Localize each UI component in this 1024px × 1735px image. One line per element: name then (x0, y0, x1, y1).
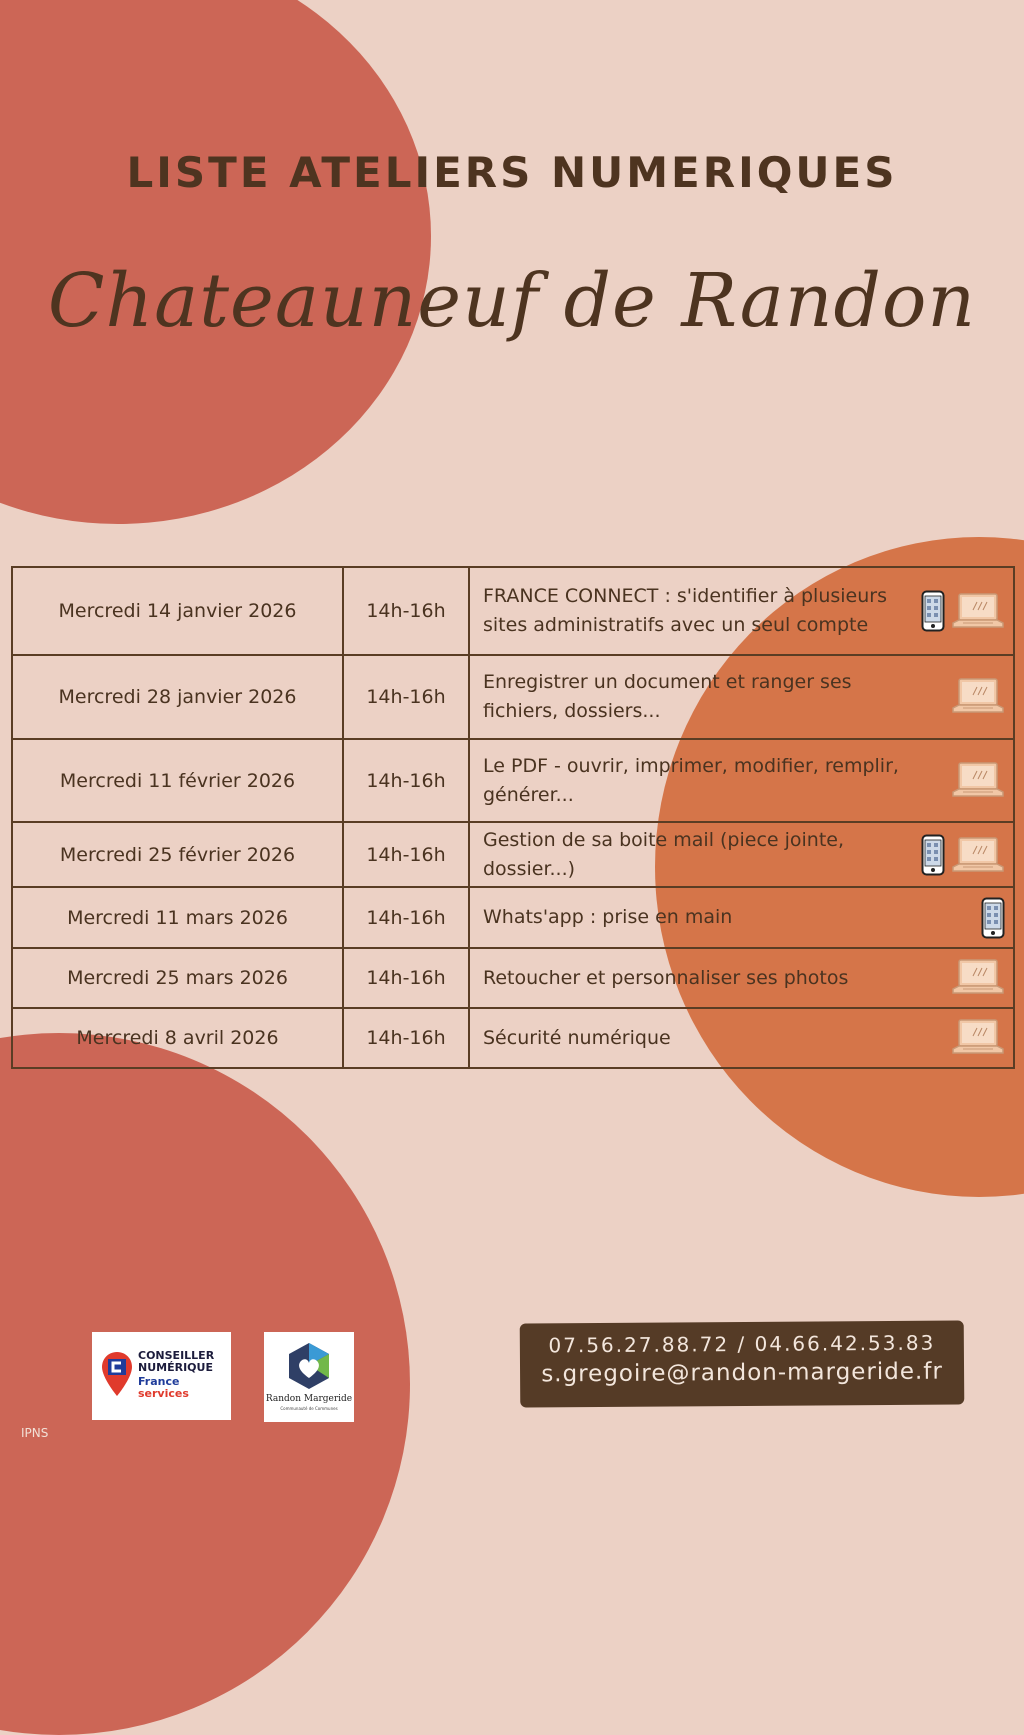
workshop-topic: Retoucher et personnaliser ses photos (483, 966, 849, 989)
logo-text-randon: Randon Margeride (265, 1394, 353, 1404)
workshop-date: Mercredi 8 avril 2026 (12, 1008, 343, 1068)
workshop-topic: FRANCE CONNECT : s'identifier à plusieurs sites administratifs avec un seul compte (483, 585, 888, 636)
location-pin-icon (100, 1350, 134, 1398)
workshop-date: Mercredi 25 février 2026 (12, 822, 343, 887)
workshop-time: 14h-16h (343, 655, 469, 739)
laptop-icon (951, 836, 1005, 876)
laptop-icon (951, 761, 1005, 801)
logo-text-line1: CONSEILLER (138, 1349, 215, 1362)
workshop-date: Mercredi 14 janvier 2026 (12, 567, 343, 655)
device-icons (921, 834, 1005, 876)
smartphone-icon (921, 590, 945, 632)
logo-text-randon-sub: Communauté de Communes (280, 1406, 338, 1411)
table-row (12, 887, 1014, 948)
workshop-time: 14h-16h (343, 887, 469, 948)
table-row (12, 822, 1014, 887)
smartphone-icon (921, 834, 945, 876)
workshop-topic: Le PDF - ouvrir, imprimer, modifier, remplir, générer... (483, 754, 899, 806)
laptop-icon (951, 677, 1005, 717)
page-subtitle: Chateauneuf de Randon (47, 258, 977, 344)
device-icons (951, 761, 1005, 801)
device-icons (951, 958, 1005, 998)
workshop-schedule-table (11, 566, 1015, 1069)
workshop-date: Mercredi 28 janvier 2026 (12, 655, 343, 739)
workshop-time: 14h-16h (343, 822, 469, 887)
logo-text-line2: NUMÉRIQUE (138, 1361, 213, 1374)
device-icons (951, 677, 1005, 717)
workshop-date: Mercredi 25 mars 2026 (12, 948, 343, 1008)
workshop-time: 14h-16h (343, 567, 469, 655)
workshop-date: Mercredi 11 février 2026 (12, 739, 343, 822)
workshop-topic: Gestion de sa boite mail (piece jointe, dossier...) (483, 828, 845, 880)
contact-email: s.gregoire@randon-margeride.fr (541, 1358, 943, 1388)
workshop-time: 14h-16h (343, 948, 469, 1008)
workshop-time: 14h-16h (343, 739, 469, 822)
device-icons (921, 590, 1005, 632)
workshop-topic: Enregistrer un document et ranger ses fichiers, dossiers... (483, 671, 852, 722)
device-icons (951, 1018, 1005, 1058)
workshop-topic: Whats'app : prise en main (483, 906, 733, 928)
smartphone-icon (981, 897, 1005, 939)
heart-hexagon-icon (286, 1341, 332, 1391)
logo-text-services: services (138, 1387, 189, 1400)
ipns-label: IPNS (21, 1426, 49, 1440)
table-row (12, 1008, 1014, 1068)
workshop-topic: Sécurité numérique (483, 1026, 671, 1049)
workshop-date: Mercredi 11 mars 2026 (12, 887, 343, 948)
table-row (12, 948, 1014, 1008)
contact-box (520, 1320, 965, 1407)
conseiller-numerique-logo (92, 1332, 231, 1420)
workshop-time: 14h-16h (343, 1008, 469, 1068)
laptop-icon (951, 1018, 1005, 1058)
table-row (12, 655, 1014, 739)
laptop-icon (951, 958, 1005, 998)
table-row (12, 567, 1014, 655)
logo-text-france: France (138, 1375, 180, 1388)
page-title: LISTE ATELIERS NUMERIQUES (126, 148, 898, 197)
contact-phones: 07.56.27.88.72 / 04.66.42.53.83 (548, 1330, 936, 1358)
table-row (12, 739, 1014, 822)
laptop-icon (951, 592, 1005, 632)
randon-margeride-logo (264, 1332, 354, 1422)
device-icons (981, 897, 1005, 939)
